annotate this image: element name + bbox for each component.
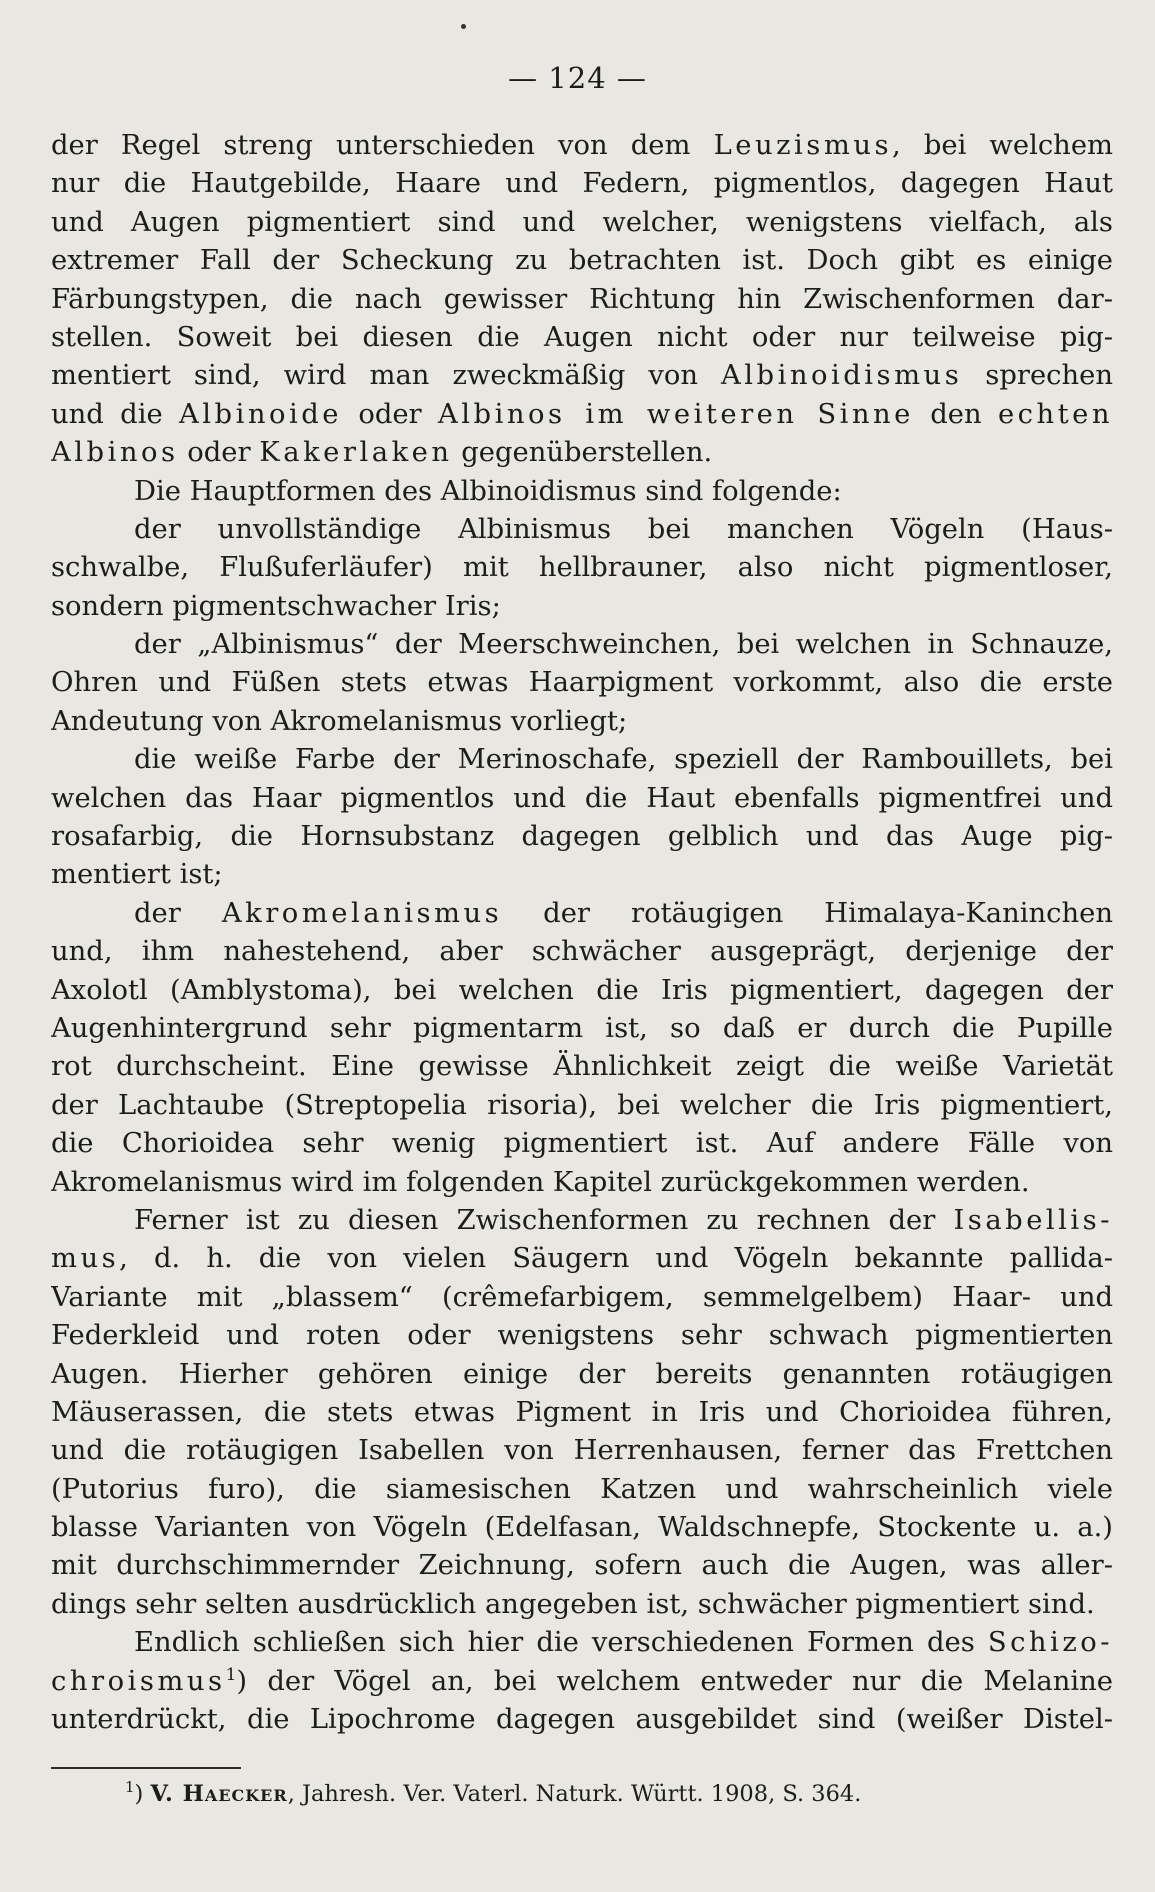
footnote-citation: , Jahresh. Ver. Vaterl. Naturk. Württ. 1908, S. 364. bbox=[287, 1781, 862, 1807]
text-line: Andeutung von Akromelanismus vorliegt; bbox=[51, 705, 628, 737]
footnote-marker: 1 bbox=[125, 1778, 135, 1796]
text-line: der unvollständige Albinismus bei manchen Vögeln (Haus- bbox=[134, 513, 1113, 545]
text-line: Färbungstypen, die nach gewisser Richtung hin Zwischenformen dar- bbox=[51, 283, 1113, 315]
body-text bbox=[51, 127, 1113, 1739]
text-line: Federkleid und roten oder wenigstens sehr schwach pigmentierten bbox=[51, 1320, 1113, 1352]
text-line: der Regel streng unterschieden von dem Leuzismus, bei welchem bbox=[51, 130, 1113, 161]
text-line: schwalbe, Flußuferläufer) mit hellbrauner, also nicht pigmentloser, bbox=[51, 552, 1113, 584]
text-line: nur die Hautgebilde, Haare und Federn, pigmentlos, dagegen Haut bbox=[51, 168, 1113, 200]
text-line: stellen. Soweit bei diesen die Augen nicht oder nur teilweise pig- bbox=[51, 321, 1113, 353]
text-line: die Chorioidea sehr wenig pigmentiert ist. Auf andere Fälle von bbox=[51, 1128, 1113, 1160]
text-line: der „Albinismus“ der Meerschweinchen, bei welchen in Schnauze, bbox=[134, 629, 1113, 661]
text-line: mentiert sind, wird man zweckmäßig von Albinoidismus sprechen bbox=[51, 360, 1113, 392]
text-line: und Augen pigmentiert sind und welcher, wenigstens vielfach, als bbox=[51, 206, 1113, 238]
text-line: der Lachtaube (Streptopelia risoria), bei welcher die Iris pigmentiert, bbox=[51, 1089, 1113, 1121]
text-line: dings sehr selten ausdrücklich angegeben ist, schwächer pigmentiert sind. bbox=[51, 1588, 1095, 1620]
text-line: welchen das Haar pigmentlos und die Haut ebenfalls pigmentfrei und bbox=[51, 782, 1113, 814]
text-line: extremer Fall der Scheckung zu betrachten ist. Doch gibt es einige bbox=[51, 245, 1113, 277]
text-line: Die Hauptformen des Albinoidismus sind folgende: bbox=[134, 475, 842, 507]
text-line: mit durchschimmernder Zeichnung, sofern auch die Augen, was aller- bbox=[51, 1550, 1113, 1582]
page-number: — 124 — bbox=[508, 61, 647, 95]
text-line: die weiße Farbe der Merinoschafe, speziell der Rambouillets, bei bbox=[134, 744, 1113, 776]
text-line: unterdrückt, die Lipochrome dagegen ausgebildet sind (weißer Distel- bbox=[51, 1704, 1113, 1736]
footnote-author: V. Haecker bbox=[150, 1781, 288, 1807]
text-line: und die rotäugigen Isabellen von Herrenhausen, ferner das Frettchen bbox=[51, 1435, 1113, 1467]
text-line: Augen. Hierher gehören einige der bereits genannten rotäugigen bbox=[51, 1358, 1113, 1390]
text-line: rot durchscheint. Eine gewisse Ähnlichkeit zeigt die weiße Varietät bbox=[51, 1051, 1113, 1083]
text-line: sondern pigmentschwacher Iris; bbox=[51, 590, 501, 622]
text-line: Akromelanismus wird im folgenden Kapitel zurückgekommen werden. bbox=[51, 1166, 1030, 1198]
text-line: Augenhintergrund sehr pigmentarm ist, so daß er durch die Pupille bbox=[51, 1012, 1113, 1044]
text-line: chroismus$^1$) der Vögel an, bei welchem entweder nur die Melanine bbox=[51, 1664, 1113, 1697]
text-line: und die Albinoide oder Albinos im weiteren Sinne den echten bbox=[51, 398, 1113, 430]
text-line: und, ihm nahestehend, aber schwächer ausgeprägt, derjenige der bbox=[51, 936, 1113, 968]
text-line: Variante mit „blassem“ (crêmefarbigem, semmelgelbem) Haar- und bbox=[51, 1281, 1113, 1313]
text-line: Endlich schließen sich hier die verschiedenen Formen des Schizo- bbox=[134, 1627, 1113, 1659]
text-line: mus, d. h. die von vielen Säugern und Vögeln bekannte pallida- bbox=[51, 1243, 1113, 1275]
footnote-rule bbox=[51, 1767, 241, 1769]
text-line: der Akromelanismus der rotäugigen Himalaya-Kaninchen bbox=[134, 897, 1113, 929]
text-line: Albinos oder Kakerlaken gegenüberstellen. bbox=[51, 437, 713, 469]
text-line: Axolotl (Amblystoma), bei welchen die Iris pigmentiert, dagegen der bbox=[51, 974, 1113, 1006]
text-line: Mäuserassen, die stets etwas Pigment in Iris und Chorioidea führen, bbox=[51, 1396, 1113, 1428]
text-line: rosafarbig, die Hornsubstanz dagegen gelblich und das Auge pig- bbox=[51, 821, 1113, 853]
footnote: $^1$) V. Haecker, Jahresh. Ver. Vaterl. Naturk. Württ. 1908, S. 364. bbox=[125, 1778, 862, 1807]
text-line: Ohren und Füßen stets etwas Haarpigment vorkommt, also die erste bbox=[51, 667, 1113, 699]
text-line: Ferner ist zu diesen Zwischenformen zu rechnen der Isabellis- bbox=[134, 1204, 1113, 1236]
text-line: (Putorius furo), die siamesischen Katzen und wahrscheinlich viele bbox=[51, 1473, 1113, 1505]
speck bbox=[461, 24, 466, 29]
text-line: blasse Varianten von Vögeln (Edelfasan, Waldschnepfe, Stockente u. a.) bbox=[51, 1512, 1113, 1544]
text-line: mentiert ist; bbox=[51, 859, 223, 891]
